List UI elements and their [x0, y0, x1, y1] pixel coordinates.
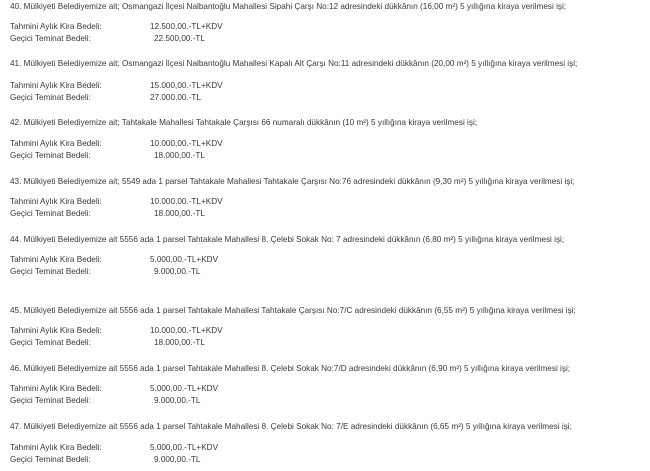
- item-heading: 42. Mülkiyeti Belediyemize ait; Tahtakale Mahallesi Tahtakale Çarşısı 66 numaralı dükkânın (10 m²) 5 yıllığına kiraya verilmesi işi;: [10, 118, 478, 127]
- rent-label: Tahmini Aylık Kira Bedeli:: [10, 139, 102, 148]
- deposit-row: [10, 267, 200, 276]
- rent-label: Tahmini Aylık Kira Bedeli:: [10, 81, 102, 90]
- rent-row: [10, 326, 223, 335]
- item-heading: 45. Mülkiyeti Belediyemize ait 5556 ada 1 parsel Tahtakale Mahallesi Tahtakale Çarşısı No:7/C adresindeki dükkânın (6,55 m²) 5 yıllığına kiraya verilmesi işi;: [10, 306, 576, 315]
- rent-row: [10, 255, 218, 264]
- rent-label: Tahmini Aylık Kira Bedeli:: [10, 197, 102, 206]
- deposit-label: Geçici Teminat Bedeli:: [10, 396, 91, 405]
- deposit-label: Geçici Teminat Bedeli:: [10, 93, 91, 102]
- deposit-label: Geçici Teminat Bedeli:: [10, 267, 91, 276]
- rent-value: 10.000,00.-TL+KDV: [150, 197, 223, 206]
- deposit-row: [10, 93, 201, 102]
- deposit-row: [10, 455, 200, 464]
- item-heading: 46. Mülkiyeti Belediyemize ait 5556 ada 1 parsel Tahtakale Mahallesi 8. Çelebi Sokak No:7/D adresindeki dükkânın (6,90 m²) 5 yıllığına kiraya verilmesi işi;: [10, 364, 571, 373]
- deposit-label: Geçici Teminat Bedeli:: [10, 151, 91, 160]
- deposit-value: 27.000,00.-TL: [150, 93, 201, 102]
- deposit-row: [10, 396, 200, 405]
- deposit-value: 22.500,00.-TL: [154, 34, 205, 43]
- deposit-value: 9.000,00.-TL: [154, 455, 201, 464]
- rent-label: Tahmini Aylık Kira Bedeli:: [10, 443, 102, 452]
- rent-value: 15.000,00.-TL+KDV: [150, 81, 223, 90]
- item-heading: 41. Mülkiyeti Belediyemize ait; Osmangazi İlçesi Nalbantoğlu Mahallesi Kapalı Alt Çarşı No:11 adresindeki dükkânın (20,00 m²) 5 yıllığına kiraya verilmesi işi;: [10, 59, 578, 68]
- deposit-value: 18.000,00.-TL: [154, 338, 205, 347]
- rent-row: [10, 197, 223, 206]
- rent-row: [10, 443, 218, 452]
- deposit-label: Geçici Teminat Bedeli:: [10, 455, 91, 464]
- deposit-value: 18.000,00.-TL: [154, 151, 205, 160]
- deposit-value: 9.000,00.-TL: [154, 396, 201, 405]
- item-heading: 40. Mülkiyeti Belediyemize ait; Osmangazi İlçesi Nalbantoğlu Mahallesi Sipahi Çarşı No:12 adresindeki dükkânın (16,00 m²) 5 yıllığına kiraya verilmesi işi;: [10, 2, 567, 11]
- rent-value: 5.000,00.-TL+KDV: [150, 384, 219, 393]
- deposit-label: Geçici Teminat Bedeli:: [10, 338, 91, 347]
- deposit-row: [10, 151, 205, 160]
- rent-row: [10, 81, 223, 90]
- rent-label: Tahmini Aylık Kira Bedeli:: [10, 255, 102, 264]
- rent-label: Tahmini Aylık Kira Bedeli:: [10, 384, 102, 393]
- deposit-row: [10, 209, 205, 218]
- deposit-row: [10, 338, 205, 347]
- deposit-label: Geçici Teminat Bedeli:: [10, 34, 91, 43]
- deposit-value: 18.000,00.-TL: [154, 209, 205, 218]
- rent-row: [10, 384, 218, 393]
- rent-label: Tahmini Aylık Kira Bedeli:: [10, 22, 102, 31]
- deposit-label: Geçici Teminat Bedeli:: [10, 209, 91, 218]
- deposit-value: 9.000,00.-TL: [154, 267, 201, 276]
- item-heading: 43. Mülkiyeti Belediyemize ait; 5549 ada 1 parsel Tahtakale Mahallesi Tahtakale Çarşısı No:76 adresindeki dükkânın (9,30 m²) 5 yıllığına kiraya verilmesi işi;: [10, 177, 575, 186]
- rent-value: 5.000,00.-TL+KDV: [150, 443, 219, 452]
- rent-value: 5.000,00.-TL+KDV: [150, 255, 219, 264]
- deposit-row: [10, 34, 205, 43]
- item-heading: 44. Mülkiyeti Belediyemize ait 5556 ada 1 parsel Tahtakale Mahallesi 8. Çelebi Sokak No: 7 adresindeki dükkânın (6,80 m²) 5 yıllığına kiraya verilmesi işi;: [10, 235, 565, 244]
- item-heading: 47. Mülkiyeti Belediyemize ait 5556 ada 1 parsel Tahtakale Mahallesi 8. Çelebi Sokak No: 7/E adresindeki dükkânın (6,65 m²) 5 yıllığına kiraya verilmesi işi;: [10, 422, 572, 431]
- rent-label: Tahmini Aylık Kira Bedeli:: [10, 326, 102, 335]
- rent-row: [10, 22, 223, 31]
- rent-value: 10.000,00.-TL+KDV: [150, 326, 223, 335]
- rent-value: 12.500,00.-TL+KDV: [150, 22, 223, 31]
- rent-value: 10.000,00.-TL+KDV: [150, 139, 223, 148]
- rent-row: [10, 139, 223, 148]
